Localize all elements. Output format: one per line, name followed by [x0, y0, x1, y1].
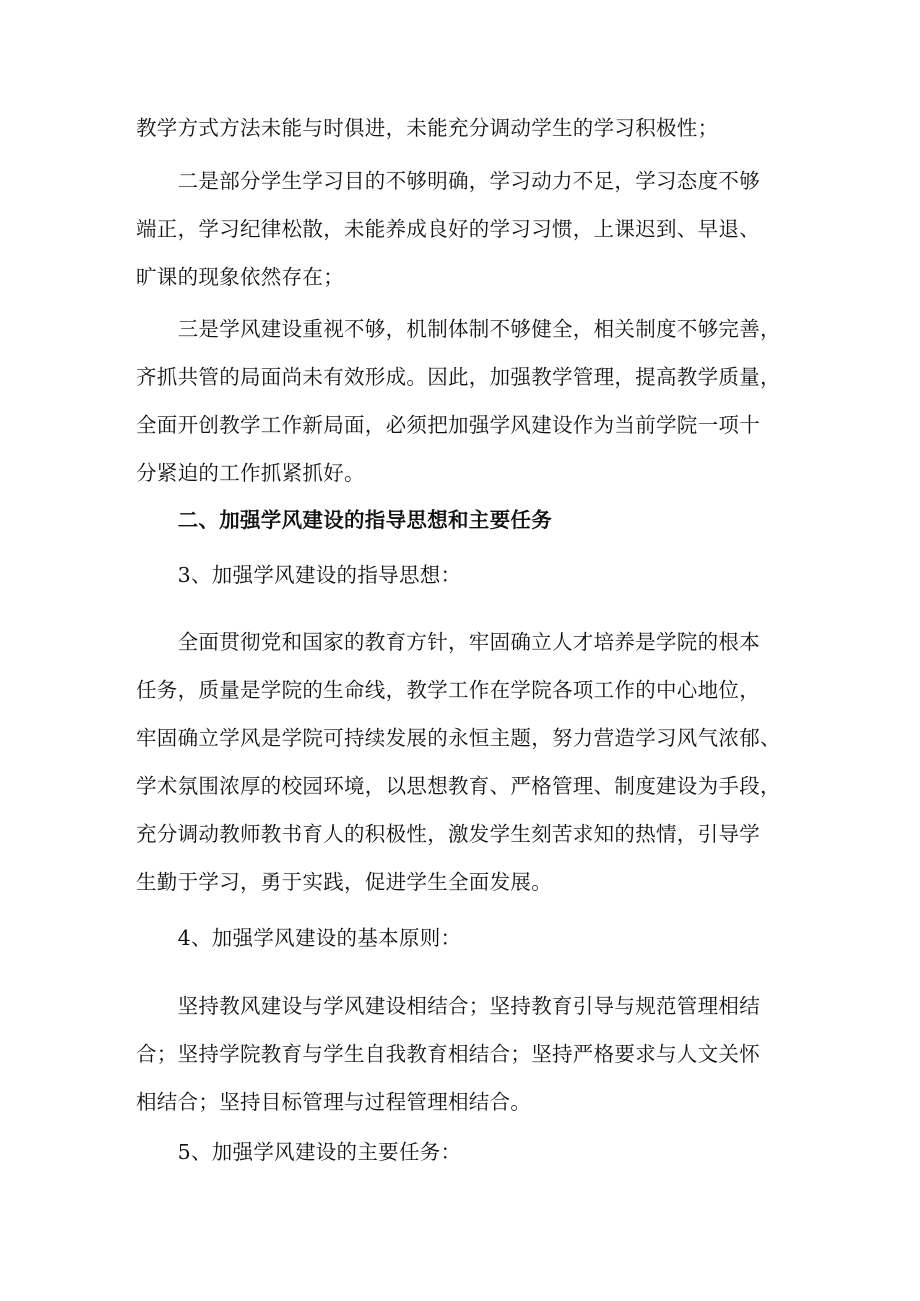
text-line: 合；坚持学院教育与学生自我教育相结合；坚持严格要求与人文关怀	[136, 1042, 760, 1066]
paragraph-basic-principles	[136, 982, 796, 1126]
text-line: 相结合；坚持目标管理与过程管理相结合。	[136, 1090, 532, 1114]
text-line: 三是学风建设重视不够，机制体制不够健全，相关制度不够完善，	[136, 317, 781, 341]
text-line: 充分调动教师教书育人的积极性，激发学生刻苦求知的热情，引导学	[136, 822, 760, 846]
text-line: 旷课的现象依然存在；	[136, 265, 344, 289]
text-line: 全面开创教学工作新局面，必须把加强学风建设作为当前学院一项十	[136, 413, 760, 437]
text-line: 3、加强学风建设的指导思想：	[136, 563, 462, 587]
subheading-main-tasks	[136, 1128, 796, 1176]
text-line: 5、加强学风建设的主要任务：	[136, 1140, 462, 1164]
paragraph-student-goals	[136, 157, 796, 301]
text-line: 全面贯彻党和国家的教育方针，牢固确立人才培养是学院的根本	[136, 630, 760, 654]
text-line: 齐抓共管的局面尚未有效形成。因此，加强教学管理，提高教学质量，	[136, 365, 781, 389]
text-line: 端正，学习纪律松散，未能养成良好的学习习惯，上课迟到、早退、	[136, 217, 760, 241]
heading-text: 二、加强学风建设的指导思想和主要任务	[136, 508, 552, 532]
subheading-basic-principles	[136, 914, 796, 962]
paragraph-guiding-ideology	[136, 618, 796, 906]
text-line: 二是部分学生学习目的不够明确，学习动力不足，学习态度不够	[136, 169, 760, 193]
text-line: 4、加强学风建设的基本原则：	[136, 926, 462, 950]
section-heading	[136, 496, 796, 544]
text-line: 生勤于学习，勇于实践，促进学生全面发展。	[136, 870, 552, 894]
text-line: 分紧迫的工作抓紧抓好。	[136, 461, 365, 485]
paragraph-mechanism	[136, 305, 796, 497]
paragraph-teaching-methods	[136, 104, 796, 152]
text-line: 任务，质量是学院的生命线，教学工作在学院各项工作的中心地位，	[136, 678, 760, 702]
text-line: 学术氛围浓厚的校园环境，以思想教育、严格管理、制度建设为手段，	[136, 774, 781, 798]
subheading-guiding-ideology	[136, 551, 796, 599]
text-line: 坚持教风建设与学风建设相结合；坚持教育引导与规范管理相结	[136, 994, 760, 1018]
text-line: 牢固确立学风是学院可持续发展的永恒主题，努力营造学习风气浓郁、	[136, 726, 781, 750]
text-line: 教学方式方法未能与时俱进，未能充分调动学生的学习积极性；	[136, 116, 719, 140]
